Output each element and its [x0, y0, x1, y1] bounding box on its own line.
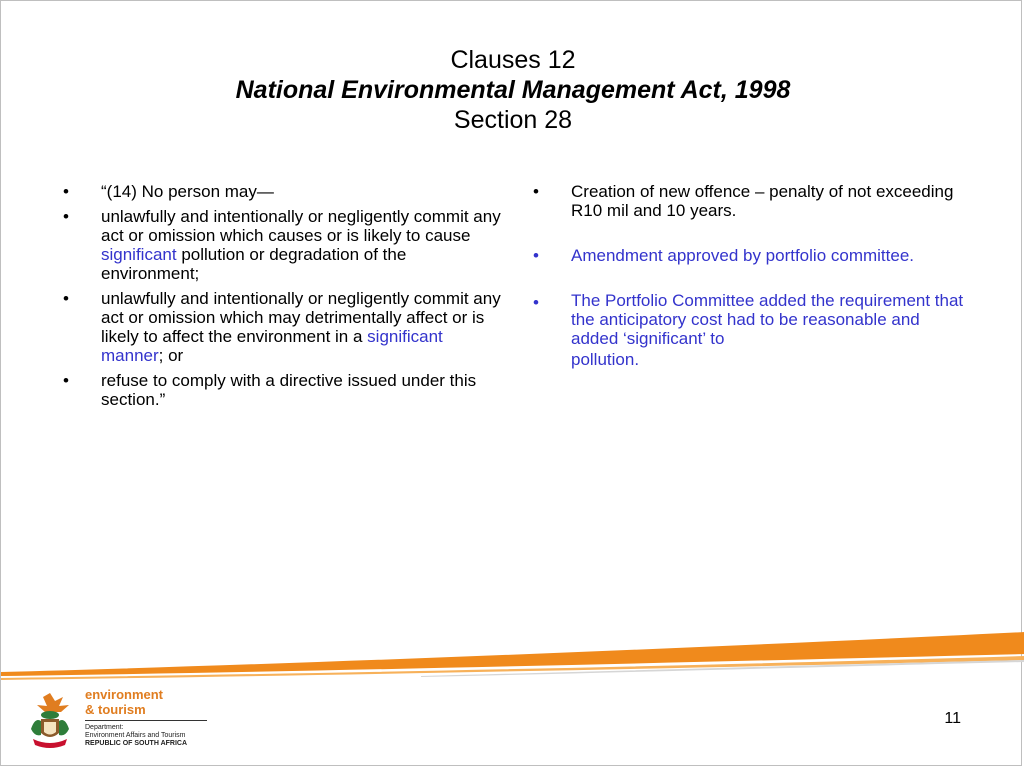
- list-item: [531, 291, 971, 372]
- item-text: The Portfolio Committee added the requirement that the anticipatory cost had to be reasonable and added ‘significant’ to: [571, 291, 964, 348]
- item-text: “(14) No person may—: [101, 182, 274, 201]
- list-item: [61, 182, 501, 201]
- title-line-2: National Environmental Management Act, 1998: [235, 76, 791, 104]
- bullet-icon: •: [63, 207, 69, 226]
- logo-sub-line-1: Department:: [85, 724, 124, 731]
- highlight-text: significant manner: [101, 327, 443, 365]
- item-text: refuse to comply with a directive issued under this section.”: [101, 371, 477, 409]
- highlight-text: significant: [101, 245, 177, 264]
- logo-sub-line-2: Environment Affairs and Tourism: [85, 732, 186, 739]
- bullet-icon: •: [533, 246, 539, 265]
- item-text: unlawfully and intentionally or negligently commit any act or omission which may detrimentally affect or is likely to affect the environment in a: [101, 289, 501, 346]
- right-column: [531, 182, 971, 398]
- title-line-1: Clauses 12: [450, 46, 576, 74]
- logo-name-line-1: environment: [85, 687, 164, 702]
- slide-title: [1, 45, 1024, 135]
- list-item: [531, 246, 971, 265]
- item-text: Amendment approved by portfolio committee.: [571, 246, 915, 265]
- bullet-icon: •: [63, 289, 69, 308]
- item-text: Creation of new offence – penalty of not exceeding R10 mil and 10 years.: [571, 182, 954, 220]
- page-number: 11: [944, 710, 961, 727]
- left-column: [61, 182, 501, 415]
- logo-name-line-2: & tourism: [85, 702, 146, 717]
- title-line-3: Section 28: [453, 106, 573, 134]
- item-text: unlawfully and intentionally or negligently commit any act or omission which causes or is likely to cause: [101, 207, 501, 245]
- logo-sub-line-3: REPUBLIC OF SOUTH AFRICA: [85, 740, 188, 747]
- bullet-icon: •: [533, 293, 539, 312]
- list-item: [531, 182, 971, 220]
- right-bullet-list: [531, 182, 971, 372]
- bullet-icon: •: [63, 182, 69, 201]
- logo-text-block: [85, 687, 211, 748]
- orange-swoosh-decoration: [1, 626, 1024, 686]
- bullet-icon: •: [63, 371, 69, 390]
- item-text: pollution or degradation of the environment;: [101, 245, 407, 283]
- list-item: [61, 207, 501, 283]
- left-bullet-list: [61, 182, 501, 409]
- department-logo: [21, 687, 211, 757]
- item-text-continued: pollution.: [571, 350, 640, 369]
- item-text: ; or: [158, 346, 184, 365]
- list-item: [61, 371, 501, 409]
- logo-divider: [85, 720, 207, 721]
- list-item: [61, 289, 501, 365]
- bullet-icon: •: [533, 182, 539, 201]
- coat-of-arms-icon: [25, 689, 75, 753]
